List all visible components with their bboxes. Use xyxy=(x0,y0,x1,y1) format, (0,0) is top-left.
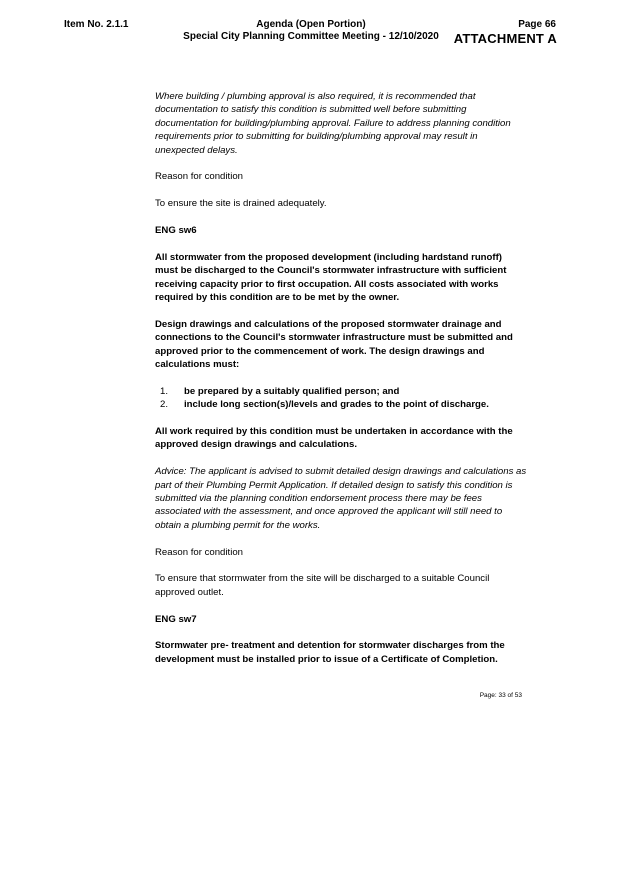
list-item xyxy=(155,398,527,411)
list-item-number: 2. xyxy=(160,399,169,411)
agenda-line-2: Special City Planning Committee Meeting - 12/10/2020 xyxy=(183,31,439,42)
condition-heading-sw6: ENG sw6 xyxy=(155,225,197,237)
reason-heading-2: Reason for condition xyxy=(155,546,243,558)
paragraph-work-accordance: All work required by this condition must be undertaken in accordance with the approved design drawings and calculations. xyxy=(155,426,513,451)
reason-text-1: To ensure the site is drained adequately. xyxy=(155,198,327,210)
page-number: Page 66 xyxy=(518,19,556,30)
list-item-text: be prepared by a suitably qualified person; and xyxy=(184,385,400,397)
attachment-label: ATTACHMENT A xyxy=(453,31,557,46)
item-number: Item No. 2.1.1 xyxy=(64,19,129,30)
paragraph-pretreatment: Stormwater pre- treatment and detention for stormwater discharges from the development must be installed prior to issue of a Certificate of Completion. xyxy=(155,640,505,665)
condition-heading-sw7: ENG sw7 xyxy=(155,613,197,625)
agenda-line-1: Agenda (Open Portion) xyxy=(256,19,366,30)
paragraph-design-drawings: Design drawings and calculations of the proposed stormwater drainage and connections to the Council's stormwater infrastructure must be submitted and approved prior to the commencement of work. The design drawings and calculations must: xyxy=(155,318,513,371)
requirements-list xyxy=(155,385,527,412)
list-item-text: include long section(s)/levels and grades to the point of discharge. xyxy=(184,399,489,411)
list-item xyxy=(155,385,527,398)
paragraph-plumbing-advice: Advice: The applicant is advised to submit detailed design drawings and calculations as part of their Plumbing Permit Application. If detailed design to satisfy this condition is submitted via the planning condition endorsement process there may be fees associated with the assessment, and once approved the applicant will still need to obtain a plumbing permit for the works. xyxy=(155,466,527,531)
reason-text-2: To ensure that stormwater from the site will be discharged to a suitable Council approved outlet. xyxy=(155,573,490,598)
document-body xyxy=(155,90,527,680)
list-item-number: 1. xyxy=(160,385,169,397)
paragraph-stormwater-discharge: All stormwater from the proposed development (including hardstand runoff) must be discharged to the Council's stormwater infrastructure with sufficient receiving capacity prior to first occupation. All costs associated with works required by this condition are to be met by the owner. xyxy=(155,251,507,304)
page-footer: Page: 33 of 53 xyxy=(479,692,522,699)
reason-heading-1: Reason for condition xyxy=(155,171,243,183)
paragraph-approval-advice: Where building / plumbing approval is also required, it is recommended that documentation to satisfy this condition is submitted well before submitting documentation for building/plumbing approval. Failure to address planning condition requirements prior to submitting for building/plumbing approval may result in unexpected delays. xyxy=(155,91,511,156)
